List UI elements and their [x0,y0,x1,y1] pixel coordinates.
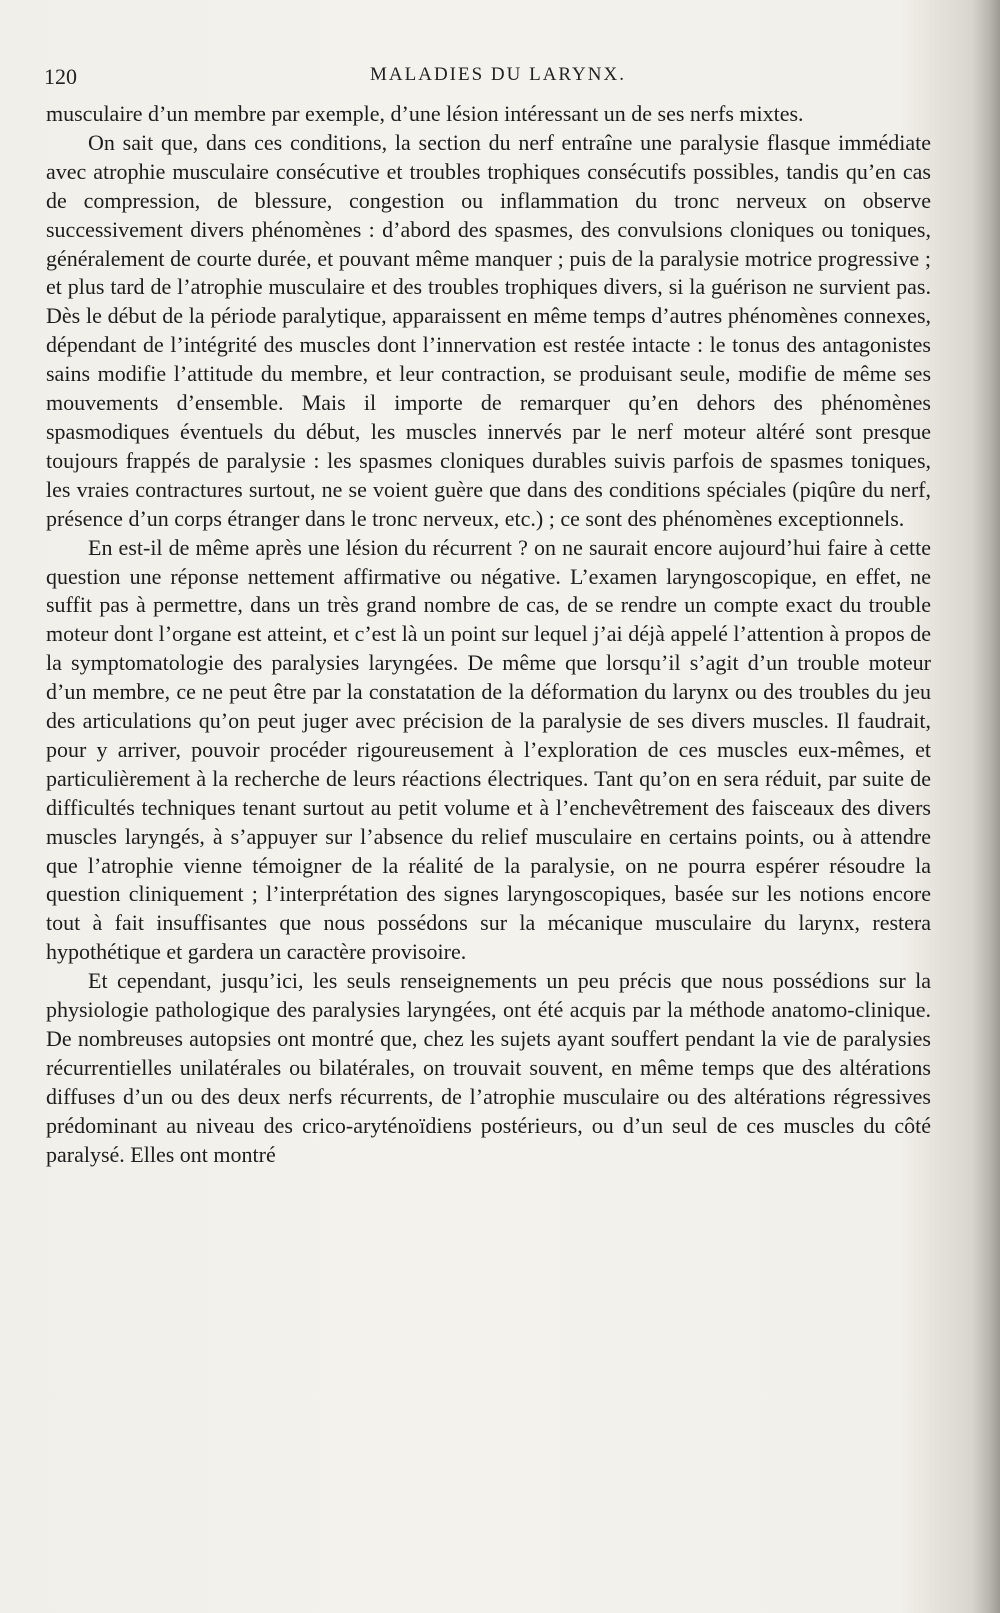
paragraph: En est-il de même après une lésion du récurrent ? on ne saurait encore aujourd’hui faire à cette question une réponse nettement affirmative ou négative. L’examen laryngoscopique, en effet, ne suffit pas à permettre, dans un très grand nombre de cas, de se rendre un compte exact du trouble moteur dont l’organe est atteint, et c’est là un point sur lequel j’ai déjà appelé l’attention à propos de la symptomatologie des paralysies laryngées. De même que lorsqu’il s’agit d’un trouble moteur d’un membre, ce ne peut être par la constatation de la déformation du larynx ou des troubles du jeu des articulations qu’on peut juger avec précision de la paralysie de ses divers muscles. Il faudrait, pour y arriver, pouvoir procéder rigoureusement à l’exploration de ces muscles eux-mêmes, et particulièrement à la recherche de leurs réactions électriques. Tant qu’on en sera réduit, par suite de difficultés techniques tenant surtout au petit volume et à l’enchevêtrement des faisceaux des divers muscles laryngés, à s’appuyer sur l’absence du relief musculaire en certains points, ou à attendre que l’atrophie vienne témoigner de la réalité de la paralysie, on ne pourra espérer résoudre la question cliniquement ; l’interprétation des signes laryngoscopiques, basée sur les notions encore tout à fait insuffisantes que nous possédons sur la mécanique musculaire du larynx, restera hypothétique et gardera un caractère provisoire. [46,534,931,965]
page-gutter-shadow [972,0,1000,1613]
page-number: 120 [44,64,77,89]
paragraph: On sait que, dans ces conditions, la section du nerf entraîne une paralysie flasque immédiate avec atrophie musculaire consécutive et troubles trophiques consécutifs possibles, tandis qu’en cas de compression, de blessure, congestion ou inflammation du tronc nerveux on observe successivement divers phénomènes : d’abord des spasmes, des convulsions cloniques ou toniques, généralement de courte durée, et pouvant même manquer ; puis de la paralysie motrice progressive ; et plus tard de l’atrophie musculaire et des troubles trophiques divers, si la guérison ne survient pas. Dès le début de la période paralytique, apparaissent en même temps d’autres phénomènes connexes, dépendant de l’intégrité des muscles dont l’innervation est restée intacte : le tonus des antagonistes sains modifie l’attitude du membre, et leur contraction, se produisant seule, modifie de même ses mouvements d’ensemble. Mais il importe de remarquer qu’en dehors des phénomènes spasmodiques éventuels du début, les muscles innervés par le nerf moteur altéré sont presque toujours frappés de paralysie : les spasmes cloniques durables suivis parfois de spasmes toniques, les vraies contractures surtout, ne se voient guère que dans des conditions spéciales (piqûre du nerf, présence d’un corps étranger dans le tronc nerveux, etc.) ; ce sont des phénomènes exceptionnels. [46,129,931,531]
paragraph: musculaire d’un membre par exemple, d’une lésion intéressant un de ses nerfs mixtes. [46,101,804,126]
paragraph: Et cependant, jusqu’ici, les seuls renseignements un peu précis que nous possédions sur la physiologie pathologique des paralysies laryngées, ont été acquis par la méthode anatomo-clinique. De nombreuses autopsies ont montré que, chez les sujets ayant souffert pendant la vie de paralysies récurrentielles unilatérales ou bilatérales, on trouvait souvent, en même temps que des altérations diffuses d’un ou des deux nerfs récurrents, de l’atrophie musculaire ou des altérations régressives prédominant au niveau des crico-aryténoïdiens postérieurs, ou d’un seul de ces muscles du côté paralysé. Elles ont montré [46,968,931,1167]
body-text [46,100,931,1170]
section-title: MALADIES DU LARYNX. [370,64,626,85]
running-head [44,64,952,92]
